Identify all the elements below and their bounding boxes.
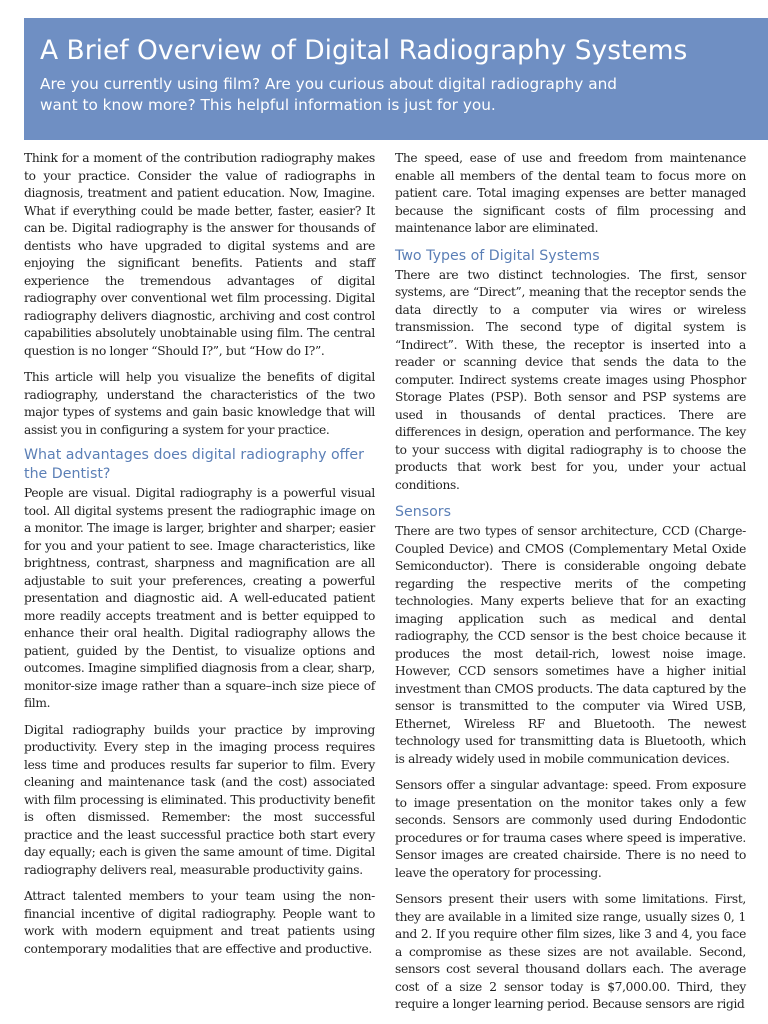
right-paragraph-2: There are two distinct technologies. The first, sensor systems, are “Direct”, meaning that the receptor sends the data directly to a computer via wires or wireless transmission. The second type of digital system is “Indirect”. With these, the receptor is inserted into a reader or scanning device that sends the data to the computer. Indirect systems create images using Phosphor Storage Plates (PSP). Both sensor and PSP systems are used in thousands of dental practices. There are differences in design, operation and performance. The key to your success with digital radiography is to choose the products that work best for you, under your actual conditions. bbox=[395, 267, 746, 492]
right-paragraph-5: Sensors present their users with some limitations. First, they are available in a limited size range, usually sizes 0, 1 and 2. If you require other film sizes, like 3 and 4, you face a compromise as these sizes are not available. Second, sensors cost several thousand dollars each. The average cost of a size 2 sensor today is $7,000.00. Third, they require a longer learning period. Because sensors are rigid bbox=[395, 892, 746, 1011]
section-heading-two-types: Two Types of Digital Systems bbox=[395, 247, 600, 264]
right-paragraph-4: Sensors offer a singular advantage: speed. From exposure to image presentation on the monitor takes only a few seconds. Sensors are commonly used during Endodontic procedures or for trauma cases where speed is imperative. Sensor images are created chairside. There is no need to leave the operatory for processing. bbox=[395, 778, 746, 880]
subtitle-line-2: want to know more? This helpful information is just for you. bbox=[40, 96, 496, 114]
left-paragraph-4: Digital radiography builds your practice by improving productivity. Every step in the imaging process requires less time and produces results far superior to film. Every cleaning and maintenance task (and the cost) associated with film processing is eliminated. This productivity benefit is often dismissed. Remember: the most successful practice and the least successful practice both start every day equally; each is given the same amount of time. Digital radiography delivers real, measurable productivity gains. bbox=[24, 722, 375, 877]
left-paragraph-2: This article will help you visualize the benefits of digital radiography, understand the characteristics of the two major types of systems and gain basic knowledge that will assist you in configuring a system for your practice. bbox=[24, 370, 375, 437]
title-banner bbox=[24, 18, 768, 140]
left-paragraph-3: People are visual. Digital radiography is a powerful visual tool. All digital systems present the radiographic image on a monitor. The image is larger, brighter and sharper; easier for you and your patient to see. Image characteristics, like brightness, contrast, sharpness and magnification are all adjustable to suit your preferences, creating a powerful presentation and diagnostic aid. A well-educated patient more readily accepts treatment and is better equipped to enhance their oral health. Digital radiography allows the patient, guided by the Dentist, to visualize options and outcomes. Imagine simplified diagnosis from a clear, sharp, monitor-size image rather than a square–inch size piece of film. bbox=[24, 486, 375, 710]
section-heading-advantages: What advantages does digital radiography offer the Dentist? bbox=[24, 447, 364, 482]
section-heading-sensors: Sensors bbox=[395, 504, 452, 520]
page-subtitle bbox=[40, 74, 768, 116]
right-paragraph-1: The speed, ease of use and freedom from maintenance enable all members of the dental team to focus more on patient care. Total imaging expenses are better managed because the significant costs of film processing and maintenance labor are eliminated. bbox=[395, 151, 746, 235]
right-paragraph-3: There are two types of sensor architecture, CCD (Charge-Coupled Device) and CMOS (Complementary Metal Oxide Semiconductor). There is considerable ongoing debate regarding the respective merits of the competing technologies. Many experts believe that for an exacting imaging application such as medical and dental radiography, the CCD sensor is the best choice because it produces the most detail-rich, lowest noise image. However, CCD sensors sometimes have a higher initial investment than CMOS products. The data captured by the sensor is transmitted to the computer via Wired USB, Ethernet, Wireless RF and Bluetooth. The newest technology used for transmitting data is Bluetooth, which is already widely used in mobile communication devices. bbox=[395, 524, 746, 766]
subtitle-line-1: Are you currently using film? Are you curious about digital radiography and bbox=[40, 75, 618, 93]
left-paragraph-1: Think for a moment of the contribution radiography makes to your practice. Consider the value of radiographs in diagnosis, treatment and patient education. Now, Imagine. What if everything could be made better, faster, easier? It can be. Digital radiography is the answer for thousands of dentists who have upgraded to digital systems and are enjoying the significant benefits. Patients and staff experience the tremendous advantages of digital radiography over conventional wet film processing. Digital radiography delivers diagnostic, archiving and cost control capabilities absolutely unobtainable using film. The central question is no longer “Should I?”, but “How do I?”. bbox=[24, 151, 375, 358]
page-title: A Brief Overview of Digital Radiography Systems bbox=[40, 35, 688, 66]
left-column bbox=[24, 150, 375, 967]
right-column bbox=[395, 150, 746, 1023]
left-paragraph-5: Attract talented members to your team using the non-financial incentive of digital radiography. People want to work with modern equipment and treat patients using contemporary modalities that are effective and productive. bbox=[24, 889, 375, 956]
